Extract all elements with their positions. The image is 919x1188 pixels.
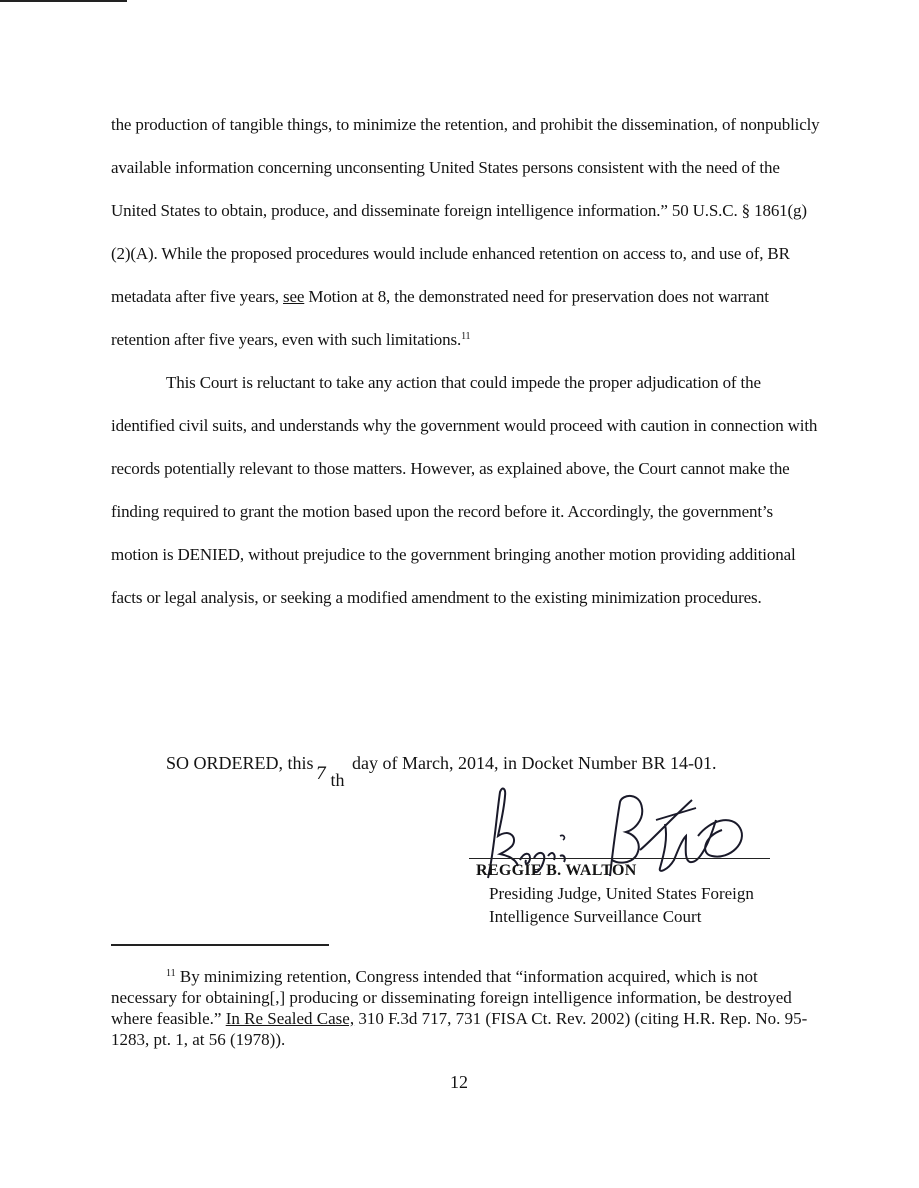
footnote-number: 11	[166, 968, 176, 979]
page-number: 12	[450, 1072, 468, 1092]
footnote-text-cont: 310 F.3d 717, 731 (FISA Ct. Rev. 2002) (citing H.R. Rep. No. 95-1283, pt. 1, at 56 (1978)).	[111, 1009, 808, 1049]
footnote	[111, 966, 827, 1050]
order-prefix: SO ORDERED, this	[166, 753, 314, 773]
paragraph-ruling: This Court is reluctant to take any action that could impede the proper adjudication of the identified civil suits, and understands why the government would proceed with caution in connection with records potentially relevant to those matters. However, as explained above, the Court cannot make the finding required to grant the motion based upon the record before it. Accordingly, the government’s motion is DENIED, without prejudice to the government bringing another motion providing additional facts or legal analysis, or seeking a modified amendment to the existing minimization procedures.	[111, 373, 818, 607]
signer-title-line-2: Intelligence Surveillance Court	[489, 907, 702, 926]
handwritten-day: 7	[315, 764, 327, 784]
paragraph-text: the production of tangible things, to minimize the retention, and prohibit the dissemination, of nonpublicly available information concerning unconsenting United States persons consistent with the need of the United States to obtain, produce, and disseminate foreign intelligence information.” 50 U.S.C. § 1861(g)(2)(A). While the proposed procedures would include enhanced retention on access to, and use of, BR metadata after five years,	[111, 115, 820, 306]
signer-title-line-1: Presiding Judge, United States Foreign	[489, 884, 754, 903]
signer-title	[489, 882, 754, 928]
order-line	[166, 752, 717, 790]
case-citation: In Re Sealed Case,	[225, 1009, 355, 1028]
footnote-reference[interactable]: 11	[461, 331, 471, 342]
signer-name: REGGIE B. WALTON	[476, 862, 637, 879]
opinion-body	[111, 103, 821, 619]
paragraph-text-cont: Motion at 8, the demonstrated need for preservation does not warrant retention after five years, even with such limitations.	[111, 287, 769, 349]
order-suffix: day of March, 2014, in Docket Number BR 14-01.	[347, 753, 717, 773]
header-rule	[0, 0, 127, 2]
day-suffix: th	[330, 770, 345, 790]
signal-see: see	[283, 287, 305, 306]
signature-line	[469, 858, 770, 859]
footnote-text: By minimizing retention, Congress intended that “information acquired, which is not necessary for obtaining[,] producing or disseminating foreign intelligence information, be destroyed where feasible.”	[111, 967, 792, 1028]
footnote-separator	[111, 944, 329, 946]
paragraph-continued	[111, 103, 821, 361]
